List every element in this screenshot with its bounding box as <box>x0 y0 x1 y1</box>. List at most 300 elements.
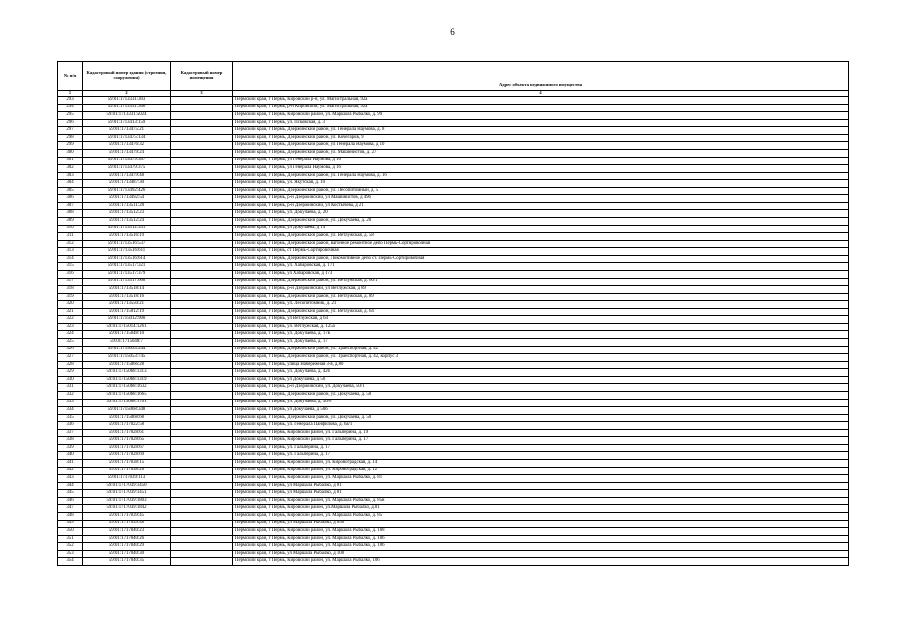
table-row <box>58 248 849 256</box>
building-cadastral-number: 59:01:1715048:10 <box>83 331 171 339</box>
object-address: Пермский край, г Пермь, Дзержинский район, Локомотивное депо ст. Пермь-Сортировочная <box>233 255 849 263</box>
building-cadastral-number: 59:01:1715053:244 <box>83 346 171 354</box>
object-address: Пермский край, г Пермь, ул Докучаева, д 50б <box>233 407 849 415</box>
row-number: 298 <box>58 134 83 142</box>
table-row <box>58 180 849 188</box>
row-number: 328 <box>58 361 83 369</box>
row-number: 300 <box>58 149 83 157</box>
object-address: Пермский край, г Пермь, Дзержинский район, ул. Ветлужская, д. 60/1 <box>233 278 849 286</box>
building-cadastral-number: 59:01:1713512:23 <box>83 210 171 218</box>
building-cadastral-number: 59:01:1713517:321 <box>83 263 171 271</box>
premises-cadastral-number <box>171 112 233 120</box>
table-row <box>58 528 849 536</box>
object-address: Пермский край, г Пермь, ул. Докучаева, д. 17в <box>233 331 849 339</box>
row-number: 336 <box>58 422 83 430</box>
premises-cadastral-number <box>171 233 233 241</box>
building-cadastral-number: 59:01:1713516:19 <box>83 233 171 241</box>
premises-cadastral-number <box>171 165 233 173</box>
premises-cadastral-number <box>171 520 233 528</box>
building-cadastral-number: 59:01:1713487:30 <box>83 180 171 188</box>
row-number: 323 <box>58 323 83 331</box>
premises-cadastral-number <box>171 331 233 339</box>
premises-cadastral-number <box>171 490 233 498</box>
table-row <box>58 354 849 362</box>
table-row <box>58 512 849 520</box>
row-number: 293 <box>58 97 83 105</box>
premises-cadastral-number <box>171 346 233 354</box>
premises-cadastral-number <box>171 278 233 286</box>
table-row <box>58 543 849 551</box>
building-cadastral-number: 59:01:1713516:614 <box>83 255 171 263</box>
table-row <box>58 497 849 505</box>
object-address: Пермский край, г Пермь, ул Ветлужская, д 64 <box>233 316 849 324</box>
table-row <box>58 195 849 203</box>
building-cadastral-number: 59:01:1717039:113 <box>83 475 171 483</box>
premises-cadastral-number <box>171 475 233 483</box>
building-cadastral-number: 59:01:1717039:1450 <box>83 482 171 490</box>
row-number: 319 <box>58 293 83 301</box>
building-cadastral-number: 59:01:1713479:48 <box>83 172 171 180</box>
premises-cadastral-number <box>171 369 233 377</box>
table-row <box>58 255 849 263</box>
table-row <box>58 323 849 331</box>
building-cadastral-number: 59:01:1717040:26 <box>83 535 171 543</box>
building-cadastral-number: 59:01:1715068:1665 <box>83 391 171 399</box>
building-cadastral-number: 59:01:1713492:426 <box>83 187 171 195</box>
table-row <box>58 286 849 294</box>
premises-cadastral-number <box>171 157 233 165</box>
premises-cadastral-number <box>171 528 233 536</box>
table-row <box>58 263 849 271</box>
table-row <box>58 142 849 150</box>
row-number: 338 <box>58 437 83 445</box>
col-number-1: 1 <box>58 91 83 97</box>
table-row <box>58 505 849 513</box>
object-address: Пермский край, г Пермь, Кировский район, ул. Маршала Рыбалко, д. 81 <box>233 475 849 483</box>
table-row <box>58 414 849 422</box>
row-number: 334 <box>58 407 83 415</box>
table-row <box>58 225 849 233</box>
table-body <box>58 97 849 566</box>
row-number: 315 <box>58 263 83 271</box>
table-row <box>58 157 849 165</box>
table-row <box>58 240 849 248</box>
object-address: Пермский край, г Пермь, Кировский район, ул. Маршала Рыбалко, д. 99 <box>233 112 849 120</box>
building-cadastral-number: 59:01:1713331:306 <box>83 104 171 112</box>
row-number: 349 <box>58 520 83 528</box>
premises-cadastral-number <box>171 452 233 460</box>
table-row <box>58 134 849 142</box>
premises-cadastral-number <box>171 407 233 415</box>
row-number: 351 <box>58 535 83 543</box>
row-number: 341 <box>58 460 83 468</box>
row-number: 322 <box>58 316 83 324</box>
building-cadastral-number: 59:01:1717039:45 <box>83 512 171 520</box>
building-cadastral-number: 59:01:1713516:611 <box>83 248 171 256</box>
table-row <box>58 482 849 490</box>
table-row <box>58 270 849 278</box>
table-row <box>58 369 849 377</box>
table-row <box>58 437 849 445</box>
premises-cadastral-number <box>171 550 233 558</box>
building-cadastral-number: 59:01:1713512:331 <box>83 225 171 233</box>
table-row <box>58 376 849 384</box>
premises-cadastral-number <box>171 187 233 195</box>
object-address: Пермский край, г Пермь, р-н Дзержинский, ул. Докучаева, 50/1 <box>233 384 849 392</box>
table-row <box>58 112 849 120</box>
building-cadastral-number: 59:01:1713550:21 <box>83 301 171 309</box>
premises-cadastral-number <box>171 323 233 331</box>
premises-cadastral-number <box>171 97 233 105</box>
building-cadastral-number: 59:01:1715068:1701 <box>83 399 171 407</box>
premises-cadastral-number <box>171 119 233 127</box>
object-address: Пермский край, г Пермь, ул. Якутская, д. 10 <box>233 180 849 188</box>
premises-cadastral-number <box>171 270 233 278</box>
object-address: Пермский край, г Пермь, р-н Кировский, ул. Магистральная, 92а <box>233 104 849 112</box>
premises-cadastral-number <box>171 361 233 369</box>
premises-cadastral-number <box>171 497 233 505</box>
building-cadastral-number: 59:01:1715048:7 <box>83 339 171 347</box>
building-cadastral-number: 59:01:1717039:1451 <box>83 490 171 498</box>
premises-cadastral-number <box>171 414 233 422</box>
premises-cadastral-number <box>171 104 233 112</box>
col-header-premises-cadastral: Кадастровый номер помещения <box>171 62 233 91</box>
row-number: 332 <box>58 391 83 399</box>
row-number: 316 <box>58 270 83 278</box>
building-cadastral-number: 59:01:1713479:24 <box>83 149 171 157</box>
object-address: Пермский край, г Пермь, ул. Докучаева, д. 20 <box>233 210 849 218</box>
object-address: Пермский край, г Пермь, ул. Докучаева, д. 42б <box>233 369 849 377</box>
row-number: 324 <box>58 331 83 339</box>
premises-cadastral-number <box>171 429 233 437</box>
premises-cadastral-number <box>171 127 233 135</box>
col-header-number: № п/п <box>58 62 83 91</box>
building-cadastral-number: 59:01:1713331:5024 <box>83 112 171 120</box>
table-row <box>58 165 849 173</box>
building-cadastral-number: 59:01:1717028:67 <box>83 444 171 452</box>
building-cadastral-number: 59:01:1717022:58 <box>83 422 171 430</box>
building-cadastral-number: 59:01:1717038:26 <box>83 467 171 475</box>
table-row <box>58 127 849 135</box>
object-address: Пермский край, г Пермь, ул Маршала Рыбалко, д 108 <box>233 550 849 558</box>
building-cadastral-number: 59:01:1717039:1842 <box>83 505 171 513</box>
table-row <box>58 444 849 452</box>
building-cadastral-number: 59:01:1713331:303 <box>83 97 171 105</box>
building-cadastral-number: 59:01:1715012:900 <box>83 316 171 324</box>
building-cadastral-number: 59:01:1717028:61 <box>83 429 171 437</box>
row-number: 306 <box>58 195 83 203</box>
premises-cadastral-number <box>171 202 233 210</box>
building-cadastral-number: 59:01:1717028:69 <box>83 452 171 460</box>
building-cadastral-number: 59:01:1717039:1803 <box>83 497 171 505</box>
object-address: Пермский край, г Пермь, ул Докучаева, д 50 <box>233 376 849 384</box>
row-number: 310 <box>58 225 83 233</box>
object-address: Пермский край, г Пермь, р-н Дзержинский, ул Машинистов, д 49б <box>233 195 849 203</box>
row-number: 309 <box>58 218 83 226</box>
premises-cadastral-number <box>171 512 233 520</box>
row-number: 347 <box>58 505 83 513</box>
row-number: 312 <box>58 240 83 248</box>
row-number: 327 <box>58 354 83 362</box>
premises-cadastral-number <box>171 218 233 226</box>
object-address: Пермский край, г Пермь, ул. Хабаровская, д. 171 <box>233 263 849 271</box>
object-address: Пермский край, г Пермь, Дзержинский район, ул. Лесопитомный, д. 5 <box>233 187 849 195</box>
building-cadastral-number: 59:01:1715068:1632 <box>83 384 171 392</box>
row-number: 294 <box>58 104 83 112</box>
building-cadastral-number: 59:01:1713518:14 <box>83 286 171 294</box>
object-address: Пермский край, г Пермь, Дзержинский район, ул. Кочегаров, 9 <box>233 134 849 142</box>
object-address: Пермский край, г Пермь, Кировский р-н, ул. Магистральная, 92а <box>233 97 849 105</box>
table-row <box>58 346 849 354</box>
object-address: Пермский край, г Пермь, ул. Докучаева, д. 17 <box>233 339 849 347</box>
object-address: Пермский край, г Пермь, ст Пермь-Сортировочная <box>233 248 849 256</box>
premises-cadastral-number <box>171 422 233 430</box>
row-number: 296 <box>58 119 83 127</box>
table-row <box>58 202 849 210</box>
row-number: 321 <box>58 308 83 316</box>
building-cadastral-number: 59:01:1713512:24 <box>83 218 171 226</box>
premises-cadastral-number <box>171 195 233 203</box>
building-cadastral-number: 59:01:1715068:68 <box>83 414 171 422</box>
row-number: 305 <box>58 187 83 195</box>
object-address: Пермский край, г Пермь, ул Генерала Наумова, д 16 <box>233 165 849 173</box>
table-row <box>58 407 849 415</box>
premises-cadastral-number <box>171 467 233 475</box>
object-address: Пермский край, г Пермь, улица Набережная 3-я, д.80 <box>233 361 849 369</box>
table-row <box>58 218 849 226</box>
building-cadastral-number: 59:01:1713479:375 <box>83 165 171 173</box>
building-cadastral-number: 59:01:1717040:23 <box>83 528 171 536</box>
page-number: 6 <box>450 27 455 37</box>
object-address: Пермский край, г Пермь, Дзержинский район, ул. Транспортная, д. 42 <box>233 346 849 354</box>
row-number: 339 <box>58 444 83 452</box>
row-number: 330 <box>58 376 83 384</box>
row-number: 307 <box>58 202 83 210</box>
object-address: Пермский край, г Пермь, Кировский район, ул. Маршала Рыбалко, д. 85 <box>233 512 849 520</box>
row-number: 337 <box>58 429 83 437</box>
object-address: Пермский край, г Пермь, ул Маршала Рыбалко, д 81 <box>233 490 849 498</box>
premises-cadastral-number <box>171 376 233 384</box>
building-cadastral-number: 59:01:1713517:379 <box>83 270 171 278</box>
row-number: 326 <box>58 346 83 354</box>
row-number: 320 <box>58 301 83 309</box>
row-number: 314 <box>58 255 83 263</box>
object-address: Пермский край, г Пермь, Дзержинский район, ул. Докучаева, д. 20 <box>233 218 849 226</box>
premises-cadastral-number <box>171 339 233 347</box>
premises-cadastral-number <box>171 444 233 452</box>
object-address: Пермский край, г Пермь, Кировский район, ул. Кировоградская, д. 12 <box>233 467 849 475</box>
building-cadastral-number: 59:01:1715053:745 <box>83 354 171 362</box>
object-address: Пермский край, г Пермь, Кировский район, ул. Маршала Рыбалко, д. 106 <box>233 543 849 551</box>
object-address: Пермский край, г Пермь, ул. Ветлужская, д. 125а <box>233 323 849 331</box>
table-row <box>58 422 849 430</box>
object-address: Пермский край, г Пермь, Кировский район, ул. Кировоградская, д. 14 <box>233 460 849 468</box>
object-address: Пермский край, г Пермь, ул. Гальперина, д. 17 <box>233 444 849 452</box>
table-row <box>58 339 849 347</box>
table-row <box>58 429 849 437</box>
row-number: 343 <box>58 475 83 483</box>
table-row <box>58 293 849 301</box>
row-number: 348 <box>58 512 83 520</box>
property-registry-table <box>57 61 849 566</box>
building-cadastral-number: 59:01:1715068:1319 <box>83 376 171 384</box>
table-row <box>58 104 849 112</box>
table-row <box>58 308 849 316</box>
row-number: 304 <box>58 180 83 188</box>
premises-cadastral-number <box>171 255 233 263</box>
table-row <box>58 558 849 566</box>
premises-cadastral-number <box>171 210 233 218</box>
row-number: 329 <box>58 369 83 377</box>
table-row <box>58 475 849 483</box>
premises-cadastral-number <box>171 384 233 392</box>
row-number: 301 <box>58 157 83 165</box>
premises-cadastral-number <box>171 354 233 362</box>
object-address: Пермский край, г Пермь, Кировский район, ул. Маршала Рыбалко, д. 108 <box>233 528 849 536</box>
row-number: 331 <box>58 384 83 392</box>
table-row <box>58 316 849 324</box>
premises-cadastral-number <box>171 248 233 256</box>
object-address: Пермский край, г Пермь, Кировский район, ул. Гальперина, д. 17 <box>233 437 849 445</box>
table-row <box>58 149 849 157</box>
premises-cadastral-number <box>171 437 233 445</box>
table-row <box>58 467 849 475</box>
object-address: Пермский край, г Пермь, ул. Генерала Панфилова, д. 6а/1 <box>233 422 849 430</box>
object-address: Пермский край, г Пермь, Дзержинский район, ул. Генерала Наумова, д. 8 <box>233 127 849 135</box>
object-address: Пермский край, г Пермь, р-н Дзержинский, ул Костычева, д 21 <box>233 202 849 210</box>
object-address: Пермский край, г Пермь, Кировский район, ул. Гальперина, д. 19 <box>233 429 849 437</box>
col-header-address: Адрес объекта недвижимого имущества <box>233 62 849 91</box>
row-number: 342 <box>58 467 83 475</box>
object-address: Пермский край, г Пермь, Кировский район, ул. Маршала Рыбалко, д. 85в <box>233 497 849 505</box>
table-row <box>58 520 849 528</box>
building-cadastral-number: 59:01:1715068:1313 <box>83 369 171 377</box>
table-row <box>58 452 849 460</box>
object-address: Пермский край, г Пермь, Дзержинский район, ул. Ветлужская, д. 64 <box>233 308 849 316</box>
building-cadastral-number: 59:01:1713511:28 <box>83 202 171 210</box>
row-number: 317 <box>58 278 83 286</box>
building-cadastral-number: 59:01:1713492:54 <box>83 195 171 203</box>
premises-cadastral-number <box>171 308 233 316</box>
building-cadastral-number: 59:01:1713517:668 <box>83 278 171 286</box>
object-address: Пермский край, г Пермь, ул. Псковская, д. 3 <box>233 119 849 127</box>
row-number: 318 <box>58 286 83 294</box>
object-address: Пермский край, г Пермь, Дзержинский район, ул. Докучаева, д. 50 <box>233 391 849 399</box>
object-address: Пермский край, г Пермь, Дзержинский район, вагонное ремонтное депо Пермь-Сортировочная <box>233 240 849 248</box>
object-address: Пермский край, г Пермь, Кировский район, ул. Маршала Рыбалко, д. 106 <box>233 535 849 543</box>
premises-cadastral-number <box>171 149 233 157</box>
table-row <box>58 550 849 558</box>
row-number: 311 <box>58 233 83 241</box>
premises-cadastral-number <box>171 482 233 490</box>
object-address: Пермский край, г Пермь, Дзержинский район, ул. Транспортная, д. 42, корпус 3 <box>233 354 849 362</box>
object-address: Пермский край, г Пермь, ул. Гальперина, д. 17 <box>233 452 849 460</box>
building-cadastral-number: 59:01:1713518:16 <box>83 293 171 301</box>
table-row <box>58 119 849 127</box>
row-number: 350 <box>58 528 83 536</box>
object-address: Пермский край, г Пермь, Дзержинский район, ул Генерала Наумова, д 10 <box>233 142 849 150</box>
row-number: 333 <box>58 399 83 407</box>
table-row <box>58 361 849 369</box>
premises-cadastral-number <box>171 558 233 566</box>
building-cadastral-number: 59:01:1713413:159 <box>83 119 171 127</box>
col-header-building-cadastral: Кадастровый номер здания (строения, сооружения) <box>83 62 171 91</box>
row-number: 325 <box>58 339 83 347</box>
building-cadastral-number: 59:01:1717040:35 <box>83 558 171 566</box>
premises-cadastral-number <box>171 301 233 309</box>
row-number: 340 <box>58 452 83 460</box>
premises-cadastral-number <box>171 240 233 248</box>
table-row <box>58 172 849 180</box>
table-row <box>58 384 849 392</box>
col-number-2: 2 <box>83 91 171 97</box>
row-number: 302 <box>58 165 83 173</box>
row-number: 346 <box>58 497 83 505</box>
premises-cadastral-number <box>171 316 233 324</box>
object-address: Пермский край, г Пермь, Дзержинский район, ул. Машинистов, д. 27 <box>233 149 849 157</box>
building-cadastral-number: 59:01:1715066:28 <box>83 361 171 369</box>
row-number: 354 <box>58 558 83 566</box>
premises-cadastral-number <box>171 172 233 180</box>
building-cadastral-number: 59:01:1717040:30 <box>83 550 171 558</box>
row-number: 295 <box>58 112 83 120</box>
building-cadastral-number: 59:01:1715068:348 <box>83 407 171 415</box>
building-cadastral-number: 59:01:1717038:15 <box>83 460 171 468</box>
object-address: Пермский край, г Пермь, ул Хабаровская, д 173 <box>233 270 849 278</box>
object-address: Пермский край, г Пермь, ул Докучаева, д 14 <box>233 225 849 233</box>
row-number: 299 <box>58 142 83 150</box>
premises-cadastral-number <box>171 286 233 294</box>
object-address: Пермский край, г Пермь, ул. Докучаева, д. 50/6 <box>233 399 849 407</box>
row-number: 344 <box>58 482 83 490</box>
premises-cadastral-number <box>171 399 233 407</box>
object-address: Пермский край, г Пермь, ул. Лесопитомник, д. 21 <box>233 301 849 309</box>
premises-cadastral-number <box>171 391 233 399</box>
building-cadastral-number: 59:01:1713479:367 <box>83 157 171 165</box>
row-number: 353 <box>58 550 83 558</box>
table-row <box>58 233 849 241</box>
row-number: 313 <box>58 248 83 256</box>
table-row <box>58 535 849 543</box>
row-number: 345 <box>58 490 83 498</box>
object-address: Пермский край, г Пермь, Кировский район, ул.Маршала Рыбалко, д.81 <box>233 505 849 513</box>
building-cadastral-number: 59:01:1713475:21 <box>83 127 171 135</box>
row-number: 297 <box>58 127 83 135</box>
table-row <box>58 97 849 105</box>
table-row <box>58 187 849 195</box>
object-address: Пермский край, г Пермь, ул Маршала Рыбалко, д 81 <box>233 482 849 490</box>
premises-cadastral-number <box>171 263 233 271</box>
premises-cadastral-number <box>171 543 233 551</box>
table-row <box>58 301 849 309</box>
table-header-row <box>58 62 849 91</box>
premises-cadastral-number <box>171 460 233 468</box>
table-row <box>58 278 849 286</box>
premises-cadastral-number <box>171 134 233 142</box>
object-address: Пермский край, г Пермь, Кировский район, ул. Маршала Рыбалко, 106 <box>233 558 849 566</box>
row-number: 335 <box>58 414 83 422</box>
premises-cadastral-number <box>171 535 233 543</box>
premises-cadastral-number <box>171 505 233 513</box>
object-address: Пермский край, г Пермь, Дзержинский район, ул. Генерала Наумова, д. 16 <box>233 172 849 180</box>
table-row <box>58 210 849 218</box>
table-row <box>58 391 849 399</box>
object-address: Пермский край, г Пермь, Дзержинский район, ул. Ветлужская, д. 58 <box>233 233 849 241</box>
col-number-3: 3 <box>171 91 233 97</box>
building-cadastral-number: 59:01:1715012:19 <box>83 308 171 316</box>
premises-cadastral-number <box>171 142 233 150</box>
row-number: 352 <box>58 543 83 551</box>
